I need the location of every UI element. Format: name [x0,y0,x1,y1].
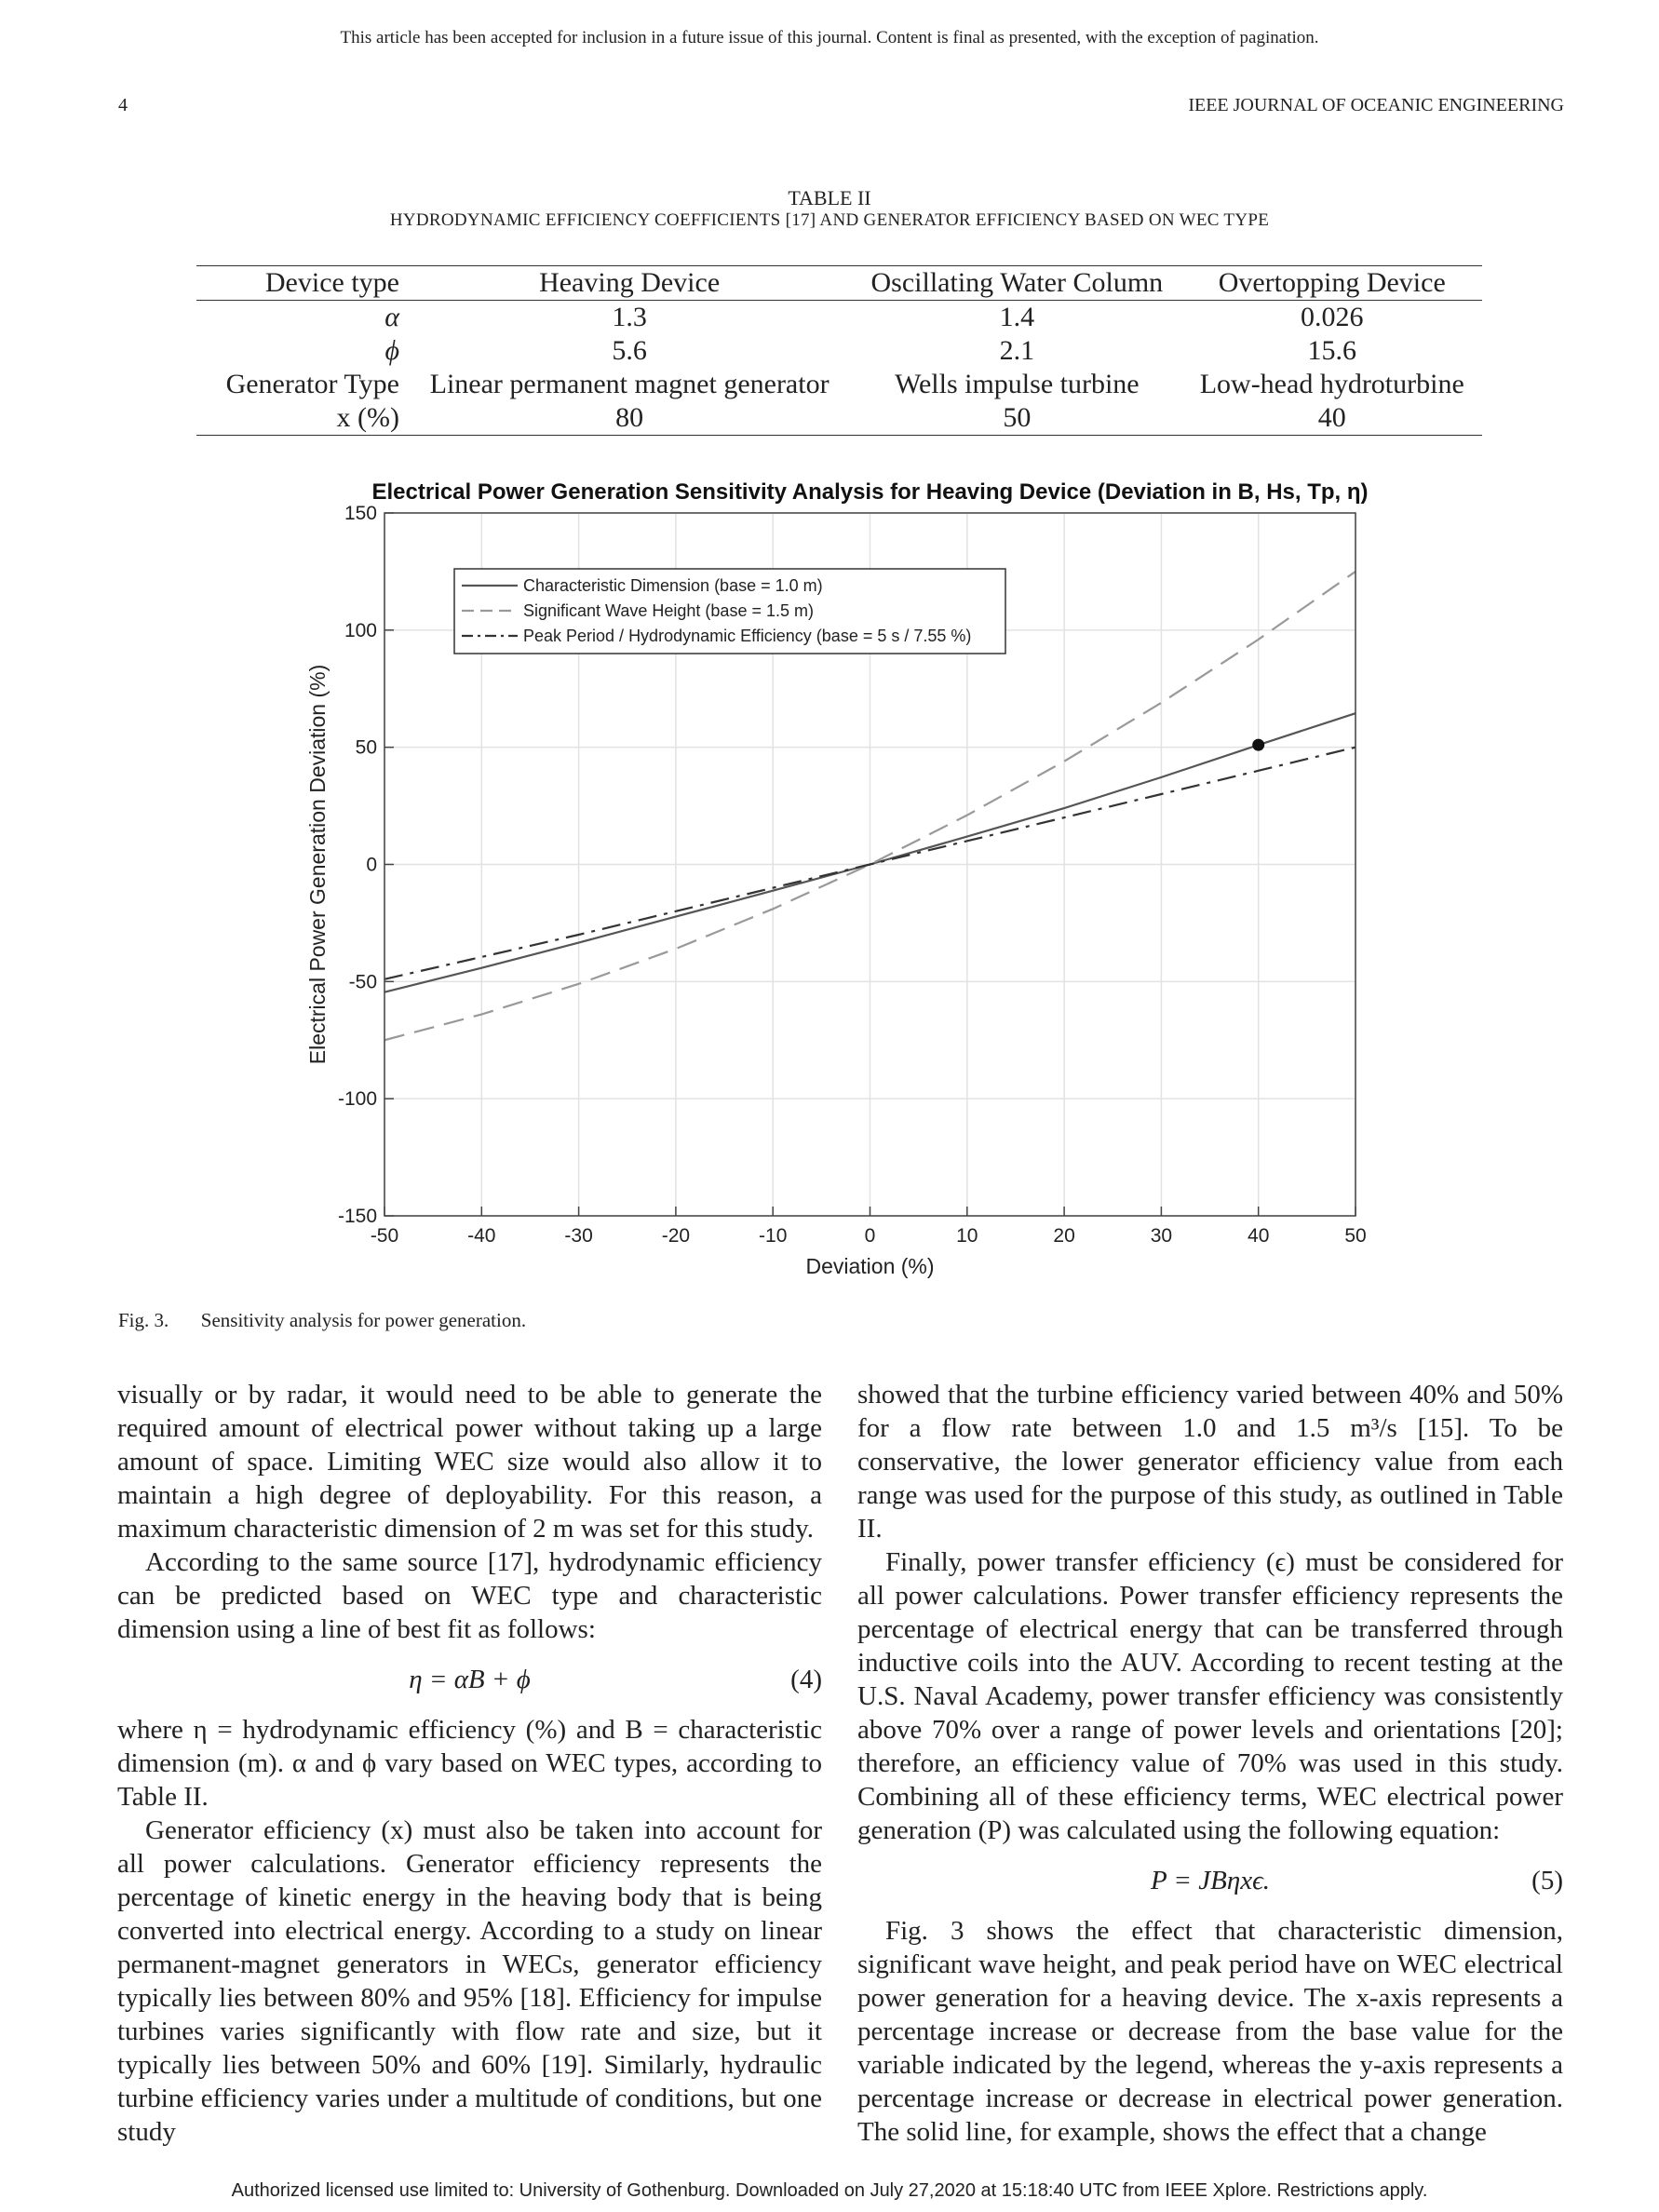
x-tick-label: -10 [759,1225,788,1247]
table-cell: 5.6 [612,335,647,366]
y-tick-label: -150 [337,1206,377,1227]
y-tick-label: 150 [344,503,377,524]
page-number: 4 [118,95,128,115]
equation-4 [117,1646,822,1713]
paragraph: Fig. 3 shows the effect that characteristic dimension, significant wave height, and peak period have on WEC electrical power generation for a heaving device. The x-axis represents a percentage increase or decrease from the base value for the variable indicated by the legend, whereas the y-axis represents a percentage increase or decrease in electrical power generation. The solid line, for example, shows the effect that a change [857,1916,1563,2147]
table-header-cell: Overtopping Device [1218,267,1446,298]
table-row [196,401,1482,436]
table-label: TABLE II [788,186,871,209]
table-row [196,368,1482,401]
data-marker [1252,739,1264,751]
x-tick-label: -20 [661,1225,691,1247]
y-tick-label: 50 [355,736,377,759]
paragraph: According to the same source [17], hydrodynamic efficiency can be predicted based on WEC type and characteristic dimension using a line of best fit as follows: [117,1547,822,1644]
table-cell: 15.6 [1307,335,1356,366]
x-tick-label: 50 [1344,1225,1367,1247]
legend-entry: Peak Period / Hydrodynamic Efficiency (base = 5 s / 7.55 %) [523,627,972,645]
table-header-cell: Oscillating Water Column [870,267,1164,298]
equation-5 [857,1847,1563,1914]
paragraph: where η = hydrodynamic efficiency (%) and B = characteristic dimension (m). α and ϕ vary based on WEC types, according to Table II. [117,1715,822,1812]
table-cell: 50 [1003,402,1032,433]
figure-caption-text: Sensitivity analysis for power generation. [200,1309,527,1331]
chart-y-axis-label: Electrical Power Generation Deviation (%) [305,664,330,1065]
table-header-row [196,266,1482,301]
equation-expression: P = JBηxϵ. [1150,1866,1271,1895]
table-header-cell: Heaving Device [539,267,721,298]
x-tick-label: 20 [1053,1225,1075,1247]
journal-name: IEEE JOURNAL OF OCEANIC ENGINEERING [1188,95,1564,115]
table-cell: x (%) [336,402,399,433]
x-tick-label: -50 [370,1225,399,1247]
x-tick-label: 30 [1150,1225,1173,1247]
table-cell: α [384,302,399,332]
paragraph: Generator efficiency (x) must also be taken into account for all power calculations. Generator efficiency represents the percentage of kinetic energy in the heaving body that is being converted into electrical energy. According to a study on linear permanent-magnet generators in WECs, generator efficiency typically lies between 80% and 95% [18]. Efficiency for impulse turbines varies significantly with flow rate and size, but it typically lies between 50% and 60% [19]. Similarly, hydraulic turbine efficiency varies under a multitude of conditions, but one study [117,1815,822,2147]
table-cell: ϕ [384,335,399,366]
figure-caption-label: Fig. 3. [118,1309,169,1331]
y-tick-label: 100 [344,619,377,641]
table-cell: 80 [615,402,644,433]
table-cell: 2.1 [999,335,1035,366]
chart-title: Electrical Power Generation Sensitivity Analysis for Heaving Device (Deviation in B, Hs, Tp, η) [371,479,1369,505]
equation-number: (5) [1531,1866,1563,1895]
y-tick-label: -100 [337,1088,377,1111]
x-tick-label: -40 [467,1225,496,1247]
legend-entry: Characteristic Dimension (base = 1.0 m) [523,576,823,595]
table-cell: 1.3 [612,302,647,332]
license-notice: Authorized licensed use limited to: University of Gothenburg. Downloaded on July 27,2020 at 15:18:40 UTC from IEEE Xplore. Restrictions apply. [231,2180,1428,2201]
accepted-article-notice: This article has been accepted for inclusion in a future issue of this journal. Content is final as presented, with the exception of pagination. [340,28,1319,47]
table-row [196,334,1482,368]
table-cell: 40 [1317,402,1346,433]
paragraph: Finally, power transfer efficiency (ϵ) must be considered for all power calculations. Power transfer efficiency represents the percentage of electrical energy that can be transferred through inductive coils into the AUV. According to recent testing at the U.S. Naval Academy, power transfer efficiency was consistently above 70% over a range of power levels and orientations [20]; therefore, an efficiency value of 70% was used in this study. Combining all of these efficiency terms, WEC electrical power generation (P) was calculated using the following equation: [857,1547,1563,1845]
x-tick-label: 10 [956,1225,978,1247]
left-text-column [117,1378,822,2149]
x-tick-label: 40 [1248,1225,1270,1247]
paragraph: visually or by radar, it would need to be able to generate the required amount of electrical power without taking up a large amount of space. Limiting WEC size would also allow it to maintain a high degree of deployability. For this reason, a maximum characteristic dimension of 2 m was set for this study. [117,1380,822,1544]
equation-expression: η = αB + ϕ [409,1665,531,1694]
paragraph: showed that the turbine efficiency varied between 40% and 50% for a flow rate between 1.0 and 1.5 m³/s [15]. To be conservative, the lower generator efficiency value from each range was used for the purpose of this study, as outlined in Table II. [857,1380,1563,1544]
coefficient-table [196,265,1482,436]
y-tick-label: 0 [366,854,377,876]
right-text-column [857,1378,1563,2149]
equation-number: (4) [790,1665,822,1694]
table-row [196,301,1482,335]
x-tick-label: -30 [564,1225,593,1247]
table-header-cell: Device type [264,267,399,298]
table-cell: Low-head hydroturbine [1199,369,1464,399]
x-tick-label: 0 [864,1225,876,1247]
table-cell: 1.4 [999,302,1035,332]
chart-x-axis-label: Deviation (%) [805,1254,935,1278]
sensitivity-chart [279,470,1396,1289]
table-cell: Linear permanent magnet generator [429,369,830,399]
table-title: HYDRODYNAMIC EFFICIENCY COEFFICIENTS [17] AND GENERATOR EFFICIENCY BASED ON WEC TYPE [389,210,1270,230]
chart-legend [454,569,1005,654]
table-cell: Generator Type [225,369,399,399]
y-tick-label: -50 [348,971,377,993]
figure-caption [118,1309,526,1332]
table-cell: Wells impulse turbine [895,369,1140,399]
legend-entry: Significant Wave Height (base = 1.5 m) [523,601,814,620]
table-cell: 0.026 [1300,302,1364,332]
